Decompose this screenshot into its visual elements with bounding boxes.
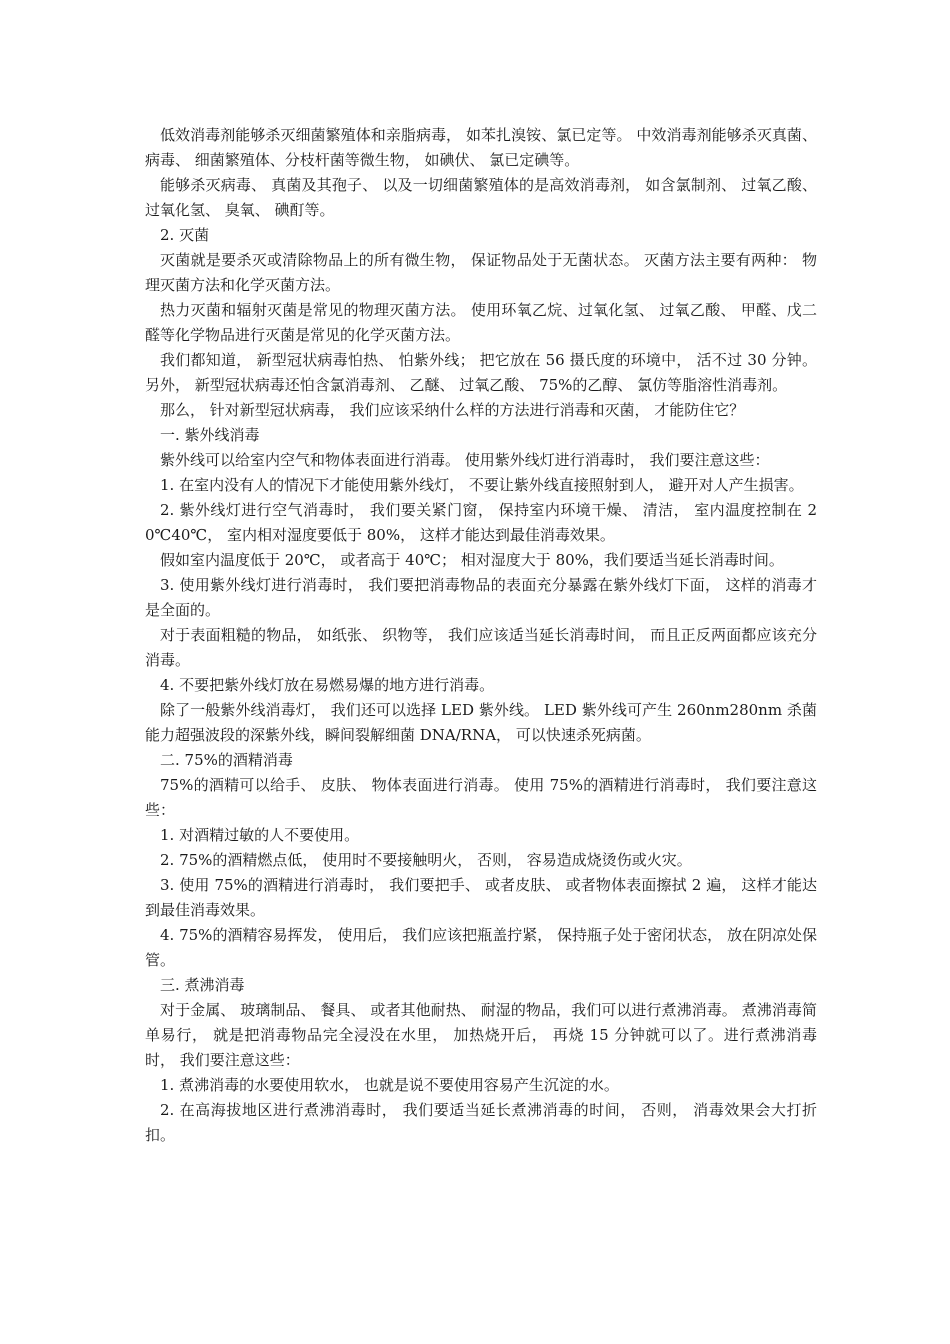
list-item-uv-1: 1. 在室内没有人的情况下才能使用紫外线灯， 不要让紫外线直接照射到人， 避开对人产生损害。 <box>160 476 804 494</box>
paragraph-sterilization-methods: 热力灭菌和辐射灭菌是常见的物理灭菌方法。 使用环氧乙烷、过氧化氢、 过氧乙酸、 甲醛、戊二醛等化学物品进行灭菌是常见的化学灭菌方法。 <box>145 301 817 344</box>
heading-uv-disinfection: 一. 紫外线消毒 <box>160 426 260 444</box>
paragraph-uv-intro: 紫外线可以给室内空气和物体表面进行消毒。 使用紫外线灯进行消毒时， 我们要注意这些： <box>160 451 770 469</box>
list-item-uv-3: 3. 使用紫外线灯进行消毒时， 我们要把消毒物品的表面充分暴露在紫外线灯下面， 这样的消毒才是全面的。 <box>145 576 817 619</box>
paragraph-high-disinfectant: 能够杀灭病毒、 真菌及其孢子、 以及一切细菌繁殖体的是高效消毒剂， 如含氯制剂、 过氧乙酸、 过氧化氢、 臭氧、 碘酊等。 <box>145 176 817 219</box>
document-body <box>145 123 817 1148</box>
heading-alcohol-disinfection: 二. 75%的酒精消毒 <box>160 751 293 769</box>
list-item-alcohol-4: 4. 75%的酒精容易挥发， 使用后， 我们应该把瓶盖拧紧， 保持瓶子处于密闭状态， 放在阴凉处保管。 <box>145 926 817 969</box>
heading-boiling-disinfection: 三. 煮沸消毒 <box>160 976 245 994</box>
paragraph-led-uv: 除了一般紫外线消毒灯， 我们还可以选择 LED 紫外线。 LED 紫外线可产生 260nm280nm 杀菌能力超强波段的深紫外线，瞬间裂解细菌 DNA/RNA， 可以快速杀死病菌。 <box>145 701 817 744</box>
paragraph-boiling-intro: 对于金属、 玻璃制品、 餐具、 或者其他耐热、 耐湿的物品，我们可以进行煮沸消毒。 煮沸消毒简单易行， 就是把消毒物品完全浸没在水里， 加热烧开后， 再烧 15 分钟就可以了。进行煮沸消毒时， 我们要注意这些： <box>145 1001 817 1069</box>
list-item-boiling-1: 1. 煮沸消毒的水要使用软水， 也就是说不要使用容易产生沉淀的水。 <box>160 1076 619 1094</box>
list-item-uv-2: 2. 紫外线灯进行空气消毒时， 我们要关紧门窗， 保持室内环境干燥、 清洁， 室内温度控制在 20℃40℃， 室内相对湿度要低于 80%， 这样才能达到最佳消毒效果。 <box>145 501 817 544</box>
list-item-alcohol-3: 3. 使用 75%的酒精进行消毒时， 我们要把手、 或者皮肤、 或者物体表面擦拭 2 遍， 这样才能达到最佳消毒效果。 <box>145 876 817 919</box>
paragraph-sterilization-definition: 灭菌就是要杀灭或清除物品上的所有微生物， 保证物品处于无菌状态。 灭菌方法主要有两种： 物理灭菌方法和化学灭菌方法。 <box>145 251 817 294</box>
paragraph-virus-weakness: 我们都知道， 新型冠状病毒怕热、 怕紫外线； 把它放在 56 摄氏度的环境中， 活不过 30 分钟。 另外， 新型冠状病毒还怕含氯消毒剂、 乙醚、 过氧乙酸、 75%的乙醇、 氯仿等脂溶性消毒剂。 <box>145 351 817 394</box>
heading-sterilization: 2. 灭菌 <box>160 226 210 244</box>
list-item-alcohol-1: 1. 对酒精过敏的人不要使用。 <box>160 826 360 844</box>
paragraph-uv-temperature: 假如室内温度低于 20℃， 或者高于 40℃； 相对湿度大于 80%，我们要适当延长消毒时间。 <box>160 551 784 569</box>
paragraph-low-mid-disinfectant: 低效消毒剂能够杀灭细菌繁殖体和亲脂病毒， 如苯扎溴铵、氯已定等。 中效消毒剂能够杀灭真菌、 病毒、 细菌繁殖体、分枝杆菌等微生物， 如碘伏、 氯已定碘等。 <box>145 126 817 169</box>
paragraph-uv-rough-surface: 对于表面粗糙的物品， 如纸张、 织物等， 我们应该适当延长消毒时间， 而且正反两面都应该充分消毒。 <box>145 626 817 669</box>
paragraph-alcohol-intro: 75%的酒精可以给手、 皮肤、 物体表面进行消毒。 使用 75%的酒精进行消毒时， 我们要注意这些： <box>145 776 817 819</box>
list-item-uv-4: 4. 不要把紫外线灯放在易燃易爆的地方进行消毒。 <box>160 676 495 694</box>
list-item-boiling-2: 2. 在高海拔地区进行煮沸消毒时， 我们要适当延长煮沸消毒的时间， 否则， 消毒效果会大打折扣。 <box>145 1101 817 1144</box>
paragraph-question: 那么， 针对新型冠状病毒， 我们应该采纳什么样的方法进行消毒和灭菌， 才能防住它？ <box>160 401 745 419</box>
list-item-alcohol-2: 2. 75%的酒精燃点低， 使用时不要接触明火， 否则， 容易造成烧烫伤或火灾。 <box>160 851 692 869</box>
